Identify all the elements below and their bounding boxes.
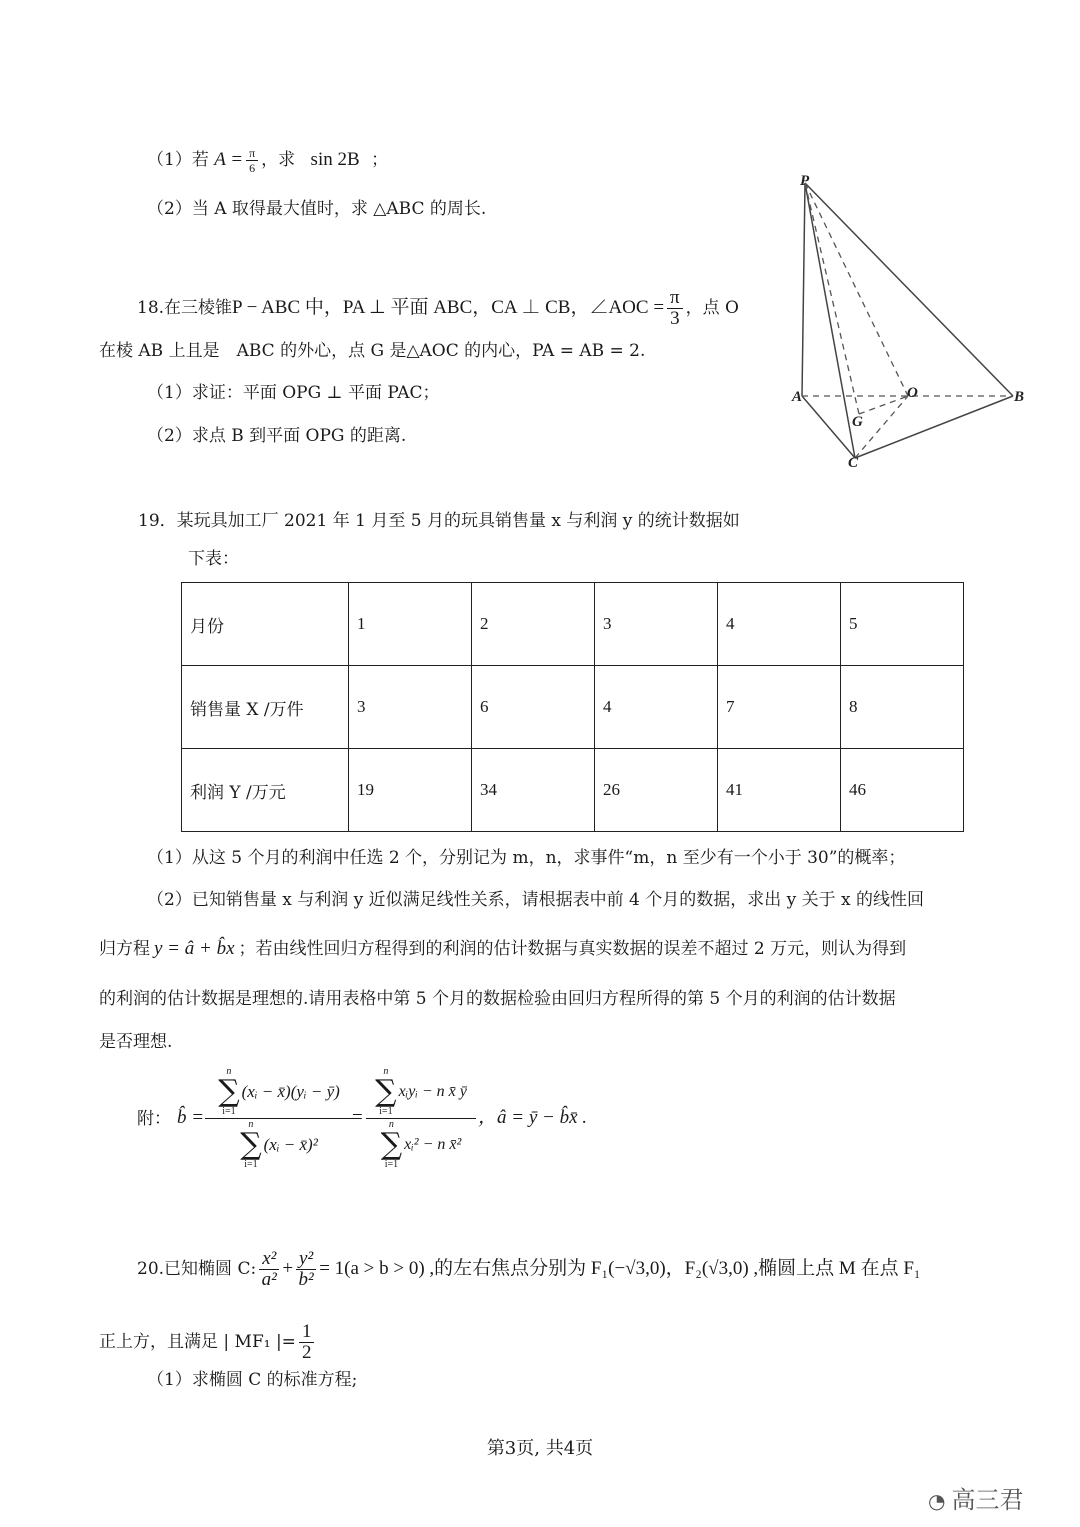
fraction: $\frac{\text{x²}}{\text{a²}}$	[259, 1249, 279, 1290]
label-G: G	[852, 414, 863, 430]
fraction: $\frac{\pi}{6}$	[246, 146, 258, 175]
q20-part1: （1）求椭圆 C 的标准方程;	[147, 1370, 358, 1390]
formula-b-hat: b̂ =	[177, 1107, 205, 1128]
q17-part2: （2）当 A 取得最大值时，求 △ABC 的周长.	[147, 199, 487, 219]
fraction: $\frac{1}{2}$	[299, 1322, 315, 1363]
data-table	[181, 582, 964, 832]
formula-fraction-1: n ∑ i=1 (xᵢ − x̄)(yᵢ − ȳ) n ∑ i=1 (xᵢ − x̄)²	[205, 1068, 353, 1169]
edge-AC	[802, 396, 855, 458]
formula-fraction-2: n ∑ i=1 xᵢyᵢ − n x̄ ȳ n ∑ i=1 xᵢ² − n x̄²	[366, 1068, 476, 1169]
equals-sign: =	[352, 1107, 363, 1128]
edge-PA	[802, 183, 805, 396]
q19-part2-line3: 的利润的估计数据是理想的.请用表格中第 5 个月的数据检验由回归方程所得的第 5 个月的利润的估计数据	[99, 989, 896, 1009]
q17-part1: （1）若 A = $\frac{\pi}{6}$ ，求 sin 2B ；	[147, 146, 389, 175]
pyramid-figure	[780, 165, 1040, 475]
table-row: 利润 Y /万元 19 34 26 41 46	[182, 749, 964, 832]
formula-a-hat: ，â = ȳ − b̂x̄ .	[478, 1107, 588, 1128]
edge-PB	[805, 183, 1013, 396]
q18-line2: 在棱 AB 上且是 ABC 的外心，点 G 是△AOC 的内心，PA = AB = 2.	[99, 341, 646, 361]
label-B: B	[1014, 389, 1025, 405]
q18-part2: （2）求点 B 到平面 OPG 的距离.	[147, 426, 407, 446]
label-O: O	[907, 385, 918, 401]
q19-part2-line4: 是否理想.	[99, 1032, 173, 1052]
wechat-icon: ◔	[928, 1489, 946, 1513]
watermark: ◔ 高三君	[928, 1486, 1024, 1514]
q20-line1: 20.已知椭圆 C: $\frac{\text{x²}}{\text{a²}}$ + $\frac{\text{y²}}{\text{b²}}$ = 1(a > b > 0) ,的左右焦点分别为 F₁(−√3,0)，F₂(√3,0) ,椭圆上点 M 在点 F₁	[137, 1248, 921, 1290]
fraction: $\frac{\pi}{3}$	[667, 288, 683, 329]
table-row: 销售量 X /万件 3 6 4 7 8	[182, 666, 964, 749]
fraction: $\frac{\text{y²}}{\text{b²}}$	[296, 1249, 316, 1290]
label-C: C	[848, 455, 859, 471]
page-footer: 第3页, 共4页	[486, 1438, 594, 1459]
table-row: 月份 1 2 3 4 5	[182, 583, 964, 666]
edge-CB	[855, 396, 1013, 458]
q18-line1: 18.在三棱锥P − ABC 中，PA ⊥ 平面 ABC，CA ⊥ CB，∠AOC = $\frac{\pi}{3}$ ，点 O	[137, 287, 739, 329]
edge-PC	[805, 183, 855, 458]
q18-part1: （1）求证：平面 OPG ⊥ 平面 PAC；	[147, 383, 440, 403]
edge-PG	[805, 183, 859, 414]
q20-line2: 正上方，且满足 | MF₁ |= $\frac{1}{2}$	[99, 1322, 317, 1363]
q19-part1: （1）从这 5 个月的利润中任选 2 个，分别记为 m，n，求事件“m，n 至少有一个小于 30”的概率；	[147, 848, 906, 868]
attach-label: 附：	[137, 1109, 171, 1129]
label-A: A	[792, 389, 803, 405]
label-P: P	[800, 173, 810, 189]
q19-line1: 19．某玩具加工厂 2021 年 1 月至 5 月的玩具销售量 x 与利润 y 的统计数据如	[138, 511, 740, 531]
edge-PO	[805, 183, 908, 396]
q19-part2-line2: 归方程 y = â + b̂x ；若由线性回归方程得到的利润的估计数据与真实数据的误差不超过 2 万元，则认为得到	[99, 938, 907, 959]
q19-part2-line1: （2）已知销售量 x 与利润 y 近似满足线性关系，请根据表中前 4 个月的数据，求出 y 关于 x 的线性回	[147, 890, 925, 910]
q19-line2: 下表：	[188, 549, 239, 569]
